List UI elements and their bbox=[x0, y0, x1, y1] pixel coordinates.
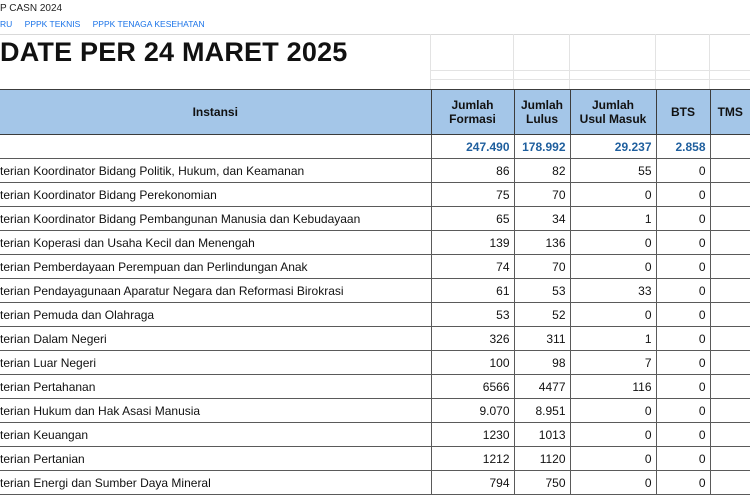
bts-cell[interactable]: 0 bbox=[656, 159, 710, 183]
usul-cell[interactable]: 0 bbox=[570, 255, 656, 279]
formasi-cell[interactable]: 65 bbox=[431, 207, 514, 231]
bts-cell[interactable]: 0 bbox=[656, 207, 710, 231]
col-label: Jumlah bbox=[591, 98, 634, 112]
lulus-cell[interactable]: 750 bbox=[514, 471, 570, 495]
table-row bbox=[0, 303, 750, 327]
totals-row bbox=[0, 135, 750, 159]
instansi-cell[interactable]: terian Koordinator Bidang Politik, Hukum, dan Keamanan bbox=[0, 159, 431, 183]
table-row bbox=[0, 183, 750, 207]
col-label: Formasi bbox=[449, 112, 496, 126]
table-row bbox=[0, 279, 750, 303]
table-row bbox=[0, 327, 750, 351]
usul-cell[interactable]: 0 bbox=[570, 471, 656, 495]
tms-cell[interactable] bbox=[710, 255, 750, 279]
instansi-cell[interactable]: terian Pendayagunaan Aparatur Negara dan Reformasi Birokrasi bbox=[0, 279, 431, 303]
tms-cell[interactable] bbox=[710, 303, 750, 327]
instansi-cell[interactable]: terian Dalam Negeri bbox=[0, 327, 431, 351]
instansi-cell[interactable]: terian Koordinator Bidang Perekonomian bbox=[0, 183, 431, 207]
col-label: Jumlah bbox=[451, 98, 494, 112]
usul-cell[interactable]: 7 bbox=[570, 351, 656, 375]
bts-cell[interactable]: 0 bbox=[656, 447, 710, 471]
tms-cell[interactable] bbox=[710, 351, 750, 375]
instansi-cell[interactable]: terian Pemberdayaan Perempuan dan Perlindungan Anak bbox=[0, 255, 431, 279]
sheet-tabs bbox=[0, 19, 215, 29]
grid-line bbox=[569, 34, 570, 90]
col-jumlah-usul-masuk[interactable] bbox=[570, 90, 656, 135]
usul-cell[interactable]: 0 bbox=[570, 231, 656, 255]
table-row bbox=[0, 231, 750, 255]
table-row bbox=[0, 423, 750, 447]
usul-cell[interactable]: 0 bbox=[570, 183, 656, 207]
total-lulus[interactable]: 178.992 bbox=[514, 135, 570, 159]
usul-cell[interactable]: 1 bbox=[570, 207, 656, 231]
tms-cell[interactable] bbox=[710, 207, 750, 231]
tms-cell[interactable] bbox=[710, 447, 750, 471]
table-row bbox=[0, 447, 750, 471]
tms-cell[interactable] bbox=[710, 327, 750, 351]
bts-cell[interactable]: 0 bbox=[656, 399, 710, 423]
lulus-cell[interactable]: 82 bbox=[514, 159, 570, 183]
col-label: Usul Masuk bbox=[579, 112, 647, 126]
app-title: P CASN 2024 bbox=[0, 3, 63, 14]
bts-cell[interactable]: 0 bbox=[656, 255, 710, 279]
total-usul-masuk[interactable]: 29.237 bbox=[570, 135, 656, 159]
table-row bbox=[0, 159, 750, 183]
lulus-cell[interactable]: 53 bbox=[514, 279, 570, 303]
usul-cell[interactable]: 55 bbox=[570, 159, 656, 183]
tms-cell[interactable] bbox=[710, 375, 750, 399]
data-table bbox=[0, 89, 750, 495]
lulus-cell[interactable]: 311 bbox=[514, 327, 570, 351]
grid-line bbox=[430, 79, 750, 80]
usul-cell[interactable]: 33 bbox=[570, 279, 656, 303]
lulus-cell[interactable]: 136 bbox=[514, 231, 570, 255]
usul-cell[interactable]: 0 bbox=[570, 399, 656, 423]
formasi-cell[interactable]: 53 bbox=[431, 303, 514, 327]
grid-line bbox=[430, 34, 431, 90]
usul-cell[interactable]: 0 bbox=[570, 303, 656, 327]
lulus-cell[interactable]: 34 bbox=[514, 207, 570, 231]
col-label: Lulus bbox=[526, 112, 558, 126]
instansi-cell[interactable]: terian Koperasi dan Usaha Kecil dan Menengah bbox=[0, 231, 431, 255]
usul-cell[interactable]: 0 bbox=[570, 447, 656, 471]
tab-pppk-teknis[interactable]: PPPK TEKNIS bbox=[24, 19, 81, 29]
formasi-cell[interactable]: 100 bbox=[431, 351, 514, 375]
bts-cell[interactable]: 0 bbox=[656, 231, 710, 255]
tms-cell[interactable] bbox=[710, 159, 750, 183]
grid-line bbox=[513, 34, 514, 90]
instansi-cell[interactable]: terian Pertahanan bbox=[0, 375, 431, 399]
col-tms[interactable]: TMS bbox=[710, 90, 750, 135]
instansi-cell[interactable]: terian Koordinator Bidang Pembangunan Manusia dan Kebudayaan bbox=[0, 207, 431, 231]
formasi-cell[interactable]: 1212 bbox=[431, 447, 514, 471]
lulus-cell[interactable]: 8.951 bbox=[514, 399, 570, 423]
bts-cell[interactable]: 0 bbox=[656, 279, 710, 303]
usul-cell[interactable]: 116 bbox=[570, 375, 656, 399]
table-row bbox=[0, 255, 750, 279]
table-row bbox=[0, 375, 750, 399]
total-tms[interactable] bbox=[710, 135, 750, 159]
lulus-cell[interactable]: 70 bbox=[514, 255, 570, 279]
tms-cell[interactable] bbox=[710, 279, 750, 303]
formasi-cell[interactable]: 9.070 bbox=[431, 399, 514, 423]
formasi-cell[interactable]: 61 bbox=[431, 279, 514, 303]
tab-ru[interactable]: RU bbox=[0, 19, 13, 29]
bts-cell[interactable]: 0 bbox=[656, 375, 710, 399]
col-bts[interactable]: BTS bbox=[656, 90, 710, 135]
formasi-cell[interactable]: 794 bbox=[431, 471, 514, 495]
tab-pppk-tenaga-kesehatan[interactable]: PPPK TENAGA KESEHATAN bbox=[92, 19, 205, 29]
tms-cell[interactable] bbox=[710, 423, 750, 447]
col-jumlah-lulus[interactable] bbox=[514, 90, 570, 135]
instansi-cell[interactable]: terian Pemuda dan Olahraga bbox=[0, 303, 431, 327]
bts-cell[interactable]: 0 bbox=[656, 423, 710, 447]
lulus-cell[interactable]: 1013 bbox=[514, 423, 570, 447]
formasi-cell[interactable]: 86 bbox=[431, 159, 514, 183]
table-row bbox=[0, 471, 750, 495]
totals-label-cell[interactable] bbox=[0, 135, 431, 159]
instansi-cell[interactable]: terian Keuangan bbox=[0, 423, 431, 447]
instansi-cell[interactable]: terian Luar Negeri bbox=[0, 351, 431, 375]
tms-cell[interactable] bbox=[710, 399, 750, 423]
usul-cell[interactable]: 0 bbox=[570, 423, 656, 447]
col-label: Jumlah bbox=[520, 98, 563, 112]
formasi-cell[interactable]: 326 bbox=[431, 327, 514, 351]
lulus-cell[interactable]: 1120 bbox=[514, 447, 570, 471]
grid-line bbox=[709, 34, 710, 90]
bts-cell[interactable]: 0 bbox=[656, 471, 710, 495]
usul-cell[interactable]: 1 bbox=[570, 327, 656, 351]
total-bts[interactable]: 2.858 bbox=[656, 135, 710, 159]
table-row bbox=[0, 351, 750, 375]
instansi-cell[interactable]: terian Hukum dan Hak Asasi Manusia bbox=[0, 399, 431, 423]
col-instansi[interactable]: Instansi bbox=[0, 90, 431, 135]
page-title: DATE PER 24 MARET 2025 bbox=[0, 37, 348, 67]
sheet-header-bar bbox=[0, 0, 750, 35]
tms-cell[interactable] bbox=[710, 471, 750, 495]
bts-cell[interactable]: 0 bbox=[656, 351, 710, 375]
instansi-cell[interactable]: terian Pertanian bbox=[0, 447, 431, 471]
table-header-row bbox=[0, 90, 750, 135]
formasi-cell[interactable]: 1230 bbox=[431, 423, 514, 447]
formasi-cell[interactable]: 75 bbox=[431, 183, 514, 207]
tms-cell[interactable] bbox=[710, 231, 750, 255]
bts-cell[interactable]: 0 bbox=[656, 303, 710, 327]
col-jumlah-formasi[interactable] bbox=[431, 90, 514, 135]
table-row bbox=[0, 207, 750, 231]
formasi-cell[interactable]: 139 bbox=[431, 231, 514, 255]
instansi-cell[interactable]: terian Energi dan Sumber Daya Mineral bbox=[0, 471, 431, 495]
bts-cell[interactable]: 0 bbox=[656, 327, 710, 351]
formasi-cell[interactable]: 6566 bbox=[431, 375, 514, 399]
grid-line bbox=[430, 70, 750, 71]
tms-cell[interactable] bbox=[710, 183, 750, 207]
formasi-cell[interactable]: 74 bbox=[431, 255, 514, 279]
lulus-cell[interactable]: 4477 bbox=[514, 375, 570, 399]
bts-cell[interactable]: 0 bbox=[656, 183, 710, 207]
lulus-cell[interactable]: 98 bbox=[514, 351, 570, 375]
table-row bbox=[0, 399, 750, 423]
lulus-cell[interactable]: 52 bbox=[514, 303, 570, 327]
total-formasi[interactable]: 247.490 bbox=[431, 135, 514, 159]
lulus-cell[interactable]: 70 bbox=[514, 183, 570, 207]
grid-line bbox=[655, 34, 656, 90]
